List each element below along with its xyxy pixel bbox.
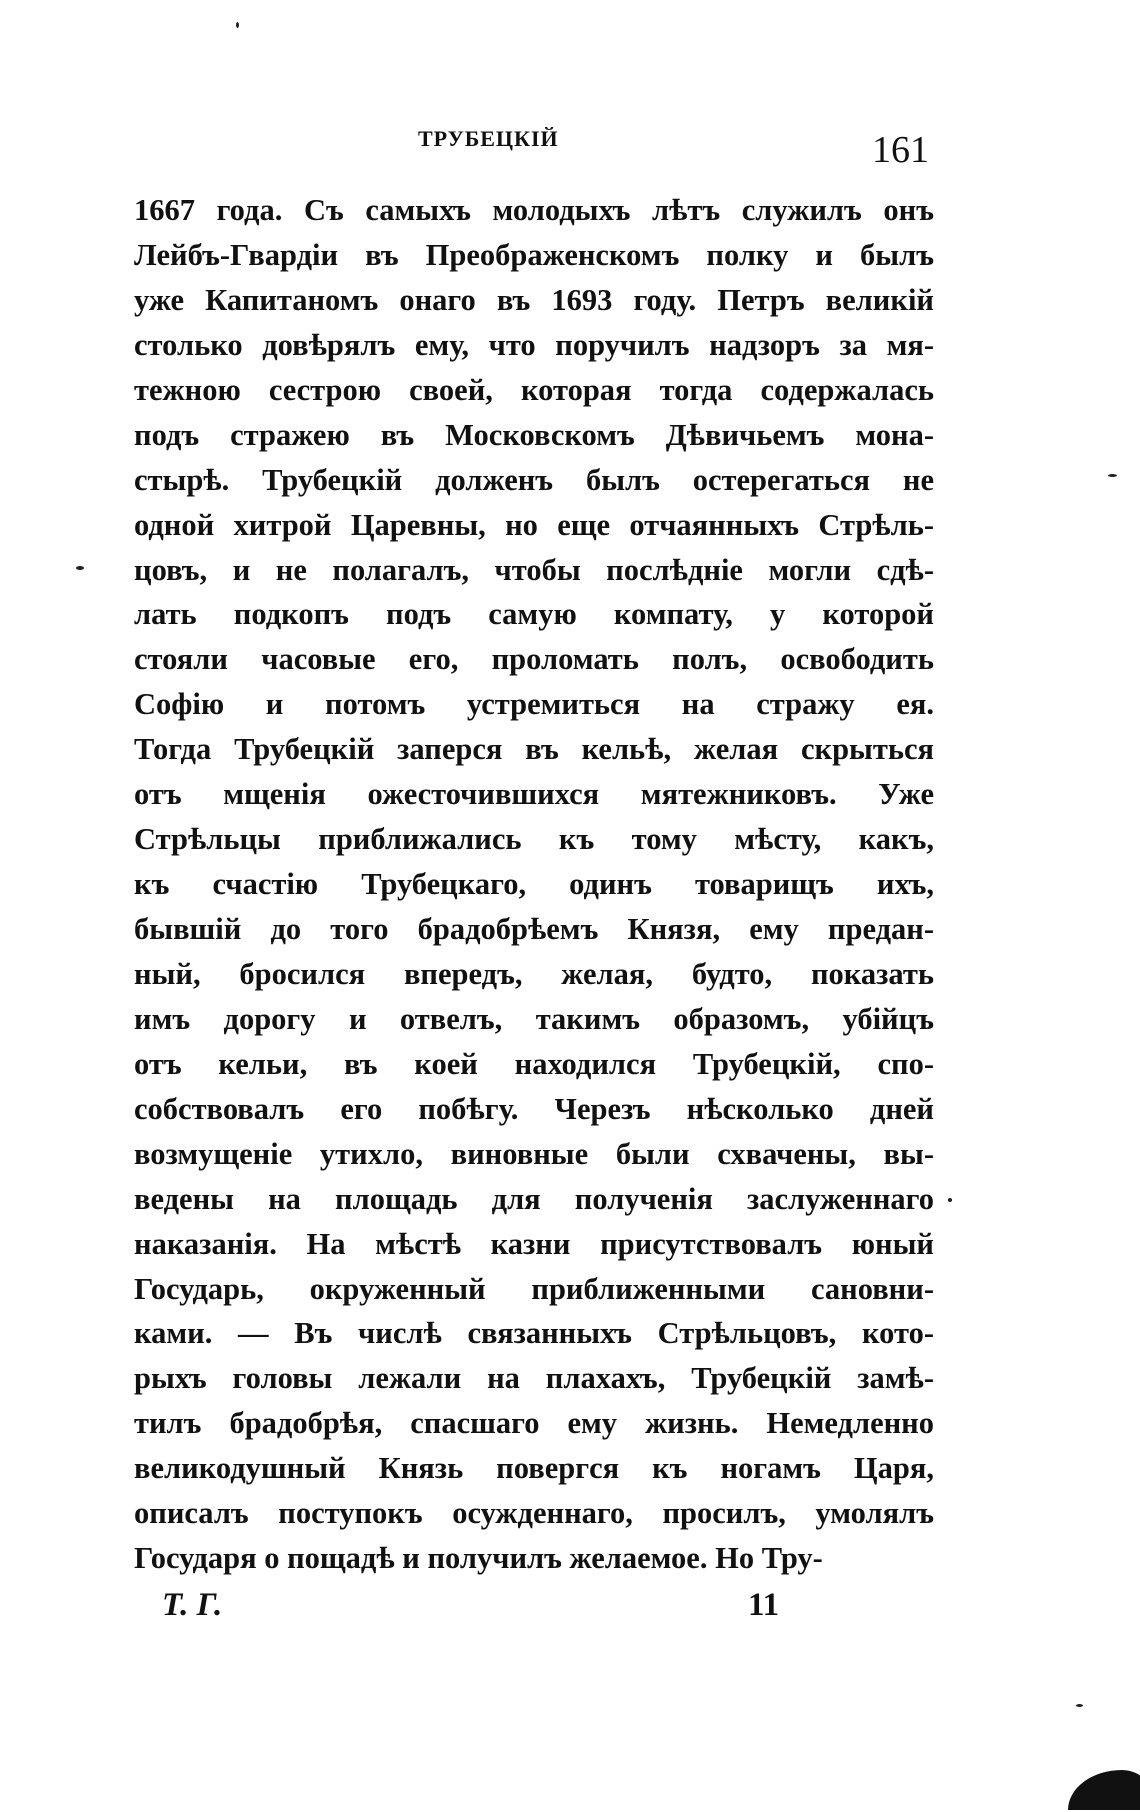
- signature-mark: Т. Г.: [162, 1587, 223, 1623]
- text-line: возмущеніе утихло, виновные были схвачены, вы-: [134, 1136, 934, 1171]
- running-title: ТРУБЕЦКІЙ: [418, 126, 559, 151]
- body-text: [134, 188, 934, 1581]
- text-line: собствовалъ его побѣгу. Черезъ нѣсколько дней: [134, 1091, 934, 1126]
- text-line: рыхъ головы лежали на плахахъ, Трубецкій замѣ-: [134, 1361, 934, 1396]
- text-line: великодушный Князь повергся къ ногамъ Царя,: [134, 1451, 934, 1486]
- page-number: 161: [872, 129, 929, 171]
- text-line: бывшій до того брадобрѣемъ Князя, ему предан-: [134, 912, 934, 946]
- text-line: одной хитрой Царевны, но еще отчаянныхъ Стрѣль-: [134, 507, 934, 542]
- text-line: имъ дорогу и отвелъ, такимъ образомъ, убійцъ: [134, 1001, 934, 1036]
- text-line: лать подкопъ подъ самую компату, у которой: [134, 597, 934, 632]
- text-line: къ счастію Трубецкаго, одинъ товарищъ ихъ,: [134, 867, 934, 902]
- text-line: ный, бросился впередъ, желая, будто, показать: [134, 956, 934, 991]
- text-line: тилъ брадобрѣя, спасшаго ему жизнь. Немедленно: [134, 1406, 934, 1441]
- text-line: Тогда Трубецкій заперся въ кельѣ, желая скрыться: [134, 732, 934, 767]
- ink-blot: [1068, 1770, 1140, 1810]
- text-line: уже Капитаномъ онаго въ 1693 году. Петръ великій: [134, 282, 934, 317]
- text-line: стояли часовые его, проломать полъ, освободить: [134, 642, 934, 677]
- text-line: Государя о пощадѣ и получилъ желаемое. Но Тру-: [134, 1541, 823, 1576]
- text-line: Софію и потомъ устремиться на стражу ея.: [134, 687, 934, 722]
- text-line: стырѣ. Трубецкій долженъ былъ остерегаться не: [134, 462, 934, 497]
- text-line: подъ стражею въ Московскомъ Дѣвичьемъ мона-: [134, 417, 934, 452]
- text-line: наказанія. На мѣстѣ казни присутствовалъ юный: [134, 1226, 934, 1261]
- scan-speck: [236, 22, 239, 28]
- text-line: отъ кельи, въ коей находился Трубецкій, спо-: [134, 1046, 934, 1081]
- text-line: Стрѣльцы приближались къ тому мѣсту, какъ,: [134, 822, 934, 857]
- text-line: отъ мщенія ожесточившихся мятежниковъ. Уже: [134, 777, 934, 812]
- text-line: тежною сестрою своей, которая тогда содержалась: [134, 372, 934, 407]
- text-line: описалъ поступокъ осужденнаго, просилъ, умолялъ: [134, 1496, 934, 1531]
- scan-speck: [948, 1198, 952, 1202]
- text-line: ками. — Въ числѣ связанныхъ Стрѣльцовъ, кото-: [134, 1316, 934, 1351]
- sheet-number: 11: [748, 1587, 780, 1623]
- scan-speck: [1108, 474, 1117, 477]
- text-line: столько довѣрялъ ему, что поручилъ надзоръ за мя-: [134, 327, 934, 362]
- text-line: цовъ, и не полагалъ, чтобы послѣдніе могли сдѣ-: [134, 552, 934, 587]
- text-line: Лейбъ-Гвардіи въ Преображенскомъ полку и былъ: [134, 237, 934, 272]
- scan-speck: [1076, 1704, 1083, 1707]
- scan-speck: [76, 566, 84, 570]
- text-line: 1667 года. Съ самыхъ молодыхъ лѣтъ служилъ онъ: [134, 193, 934, 227]
- text-line: ведены на площадь для полученія заслуженнаго: [134, 1181, 934, 1216]
- text-line: Государь, окруженный приближенными сановни-: [134, 1271, 934, 1306]
